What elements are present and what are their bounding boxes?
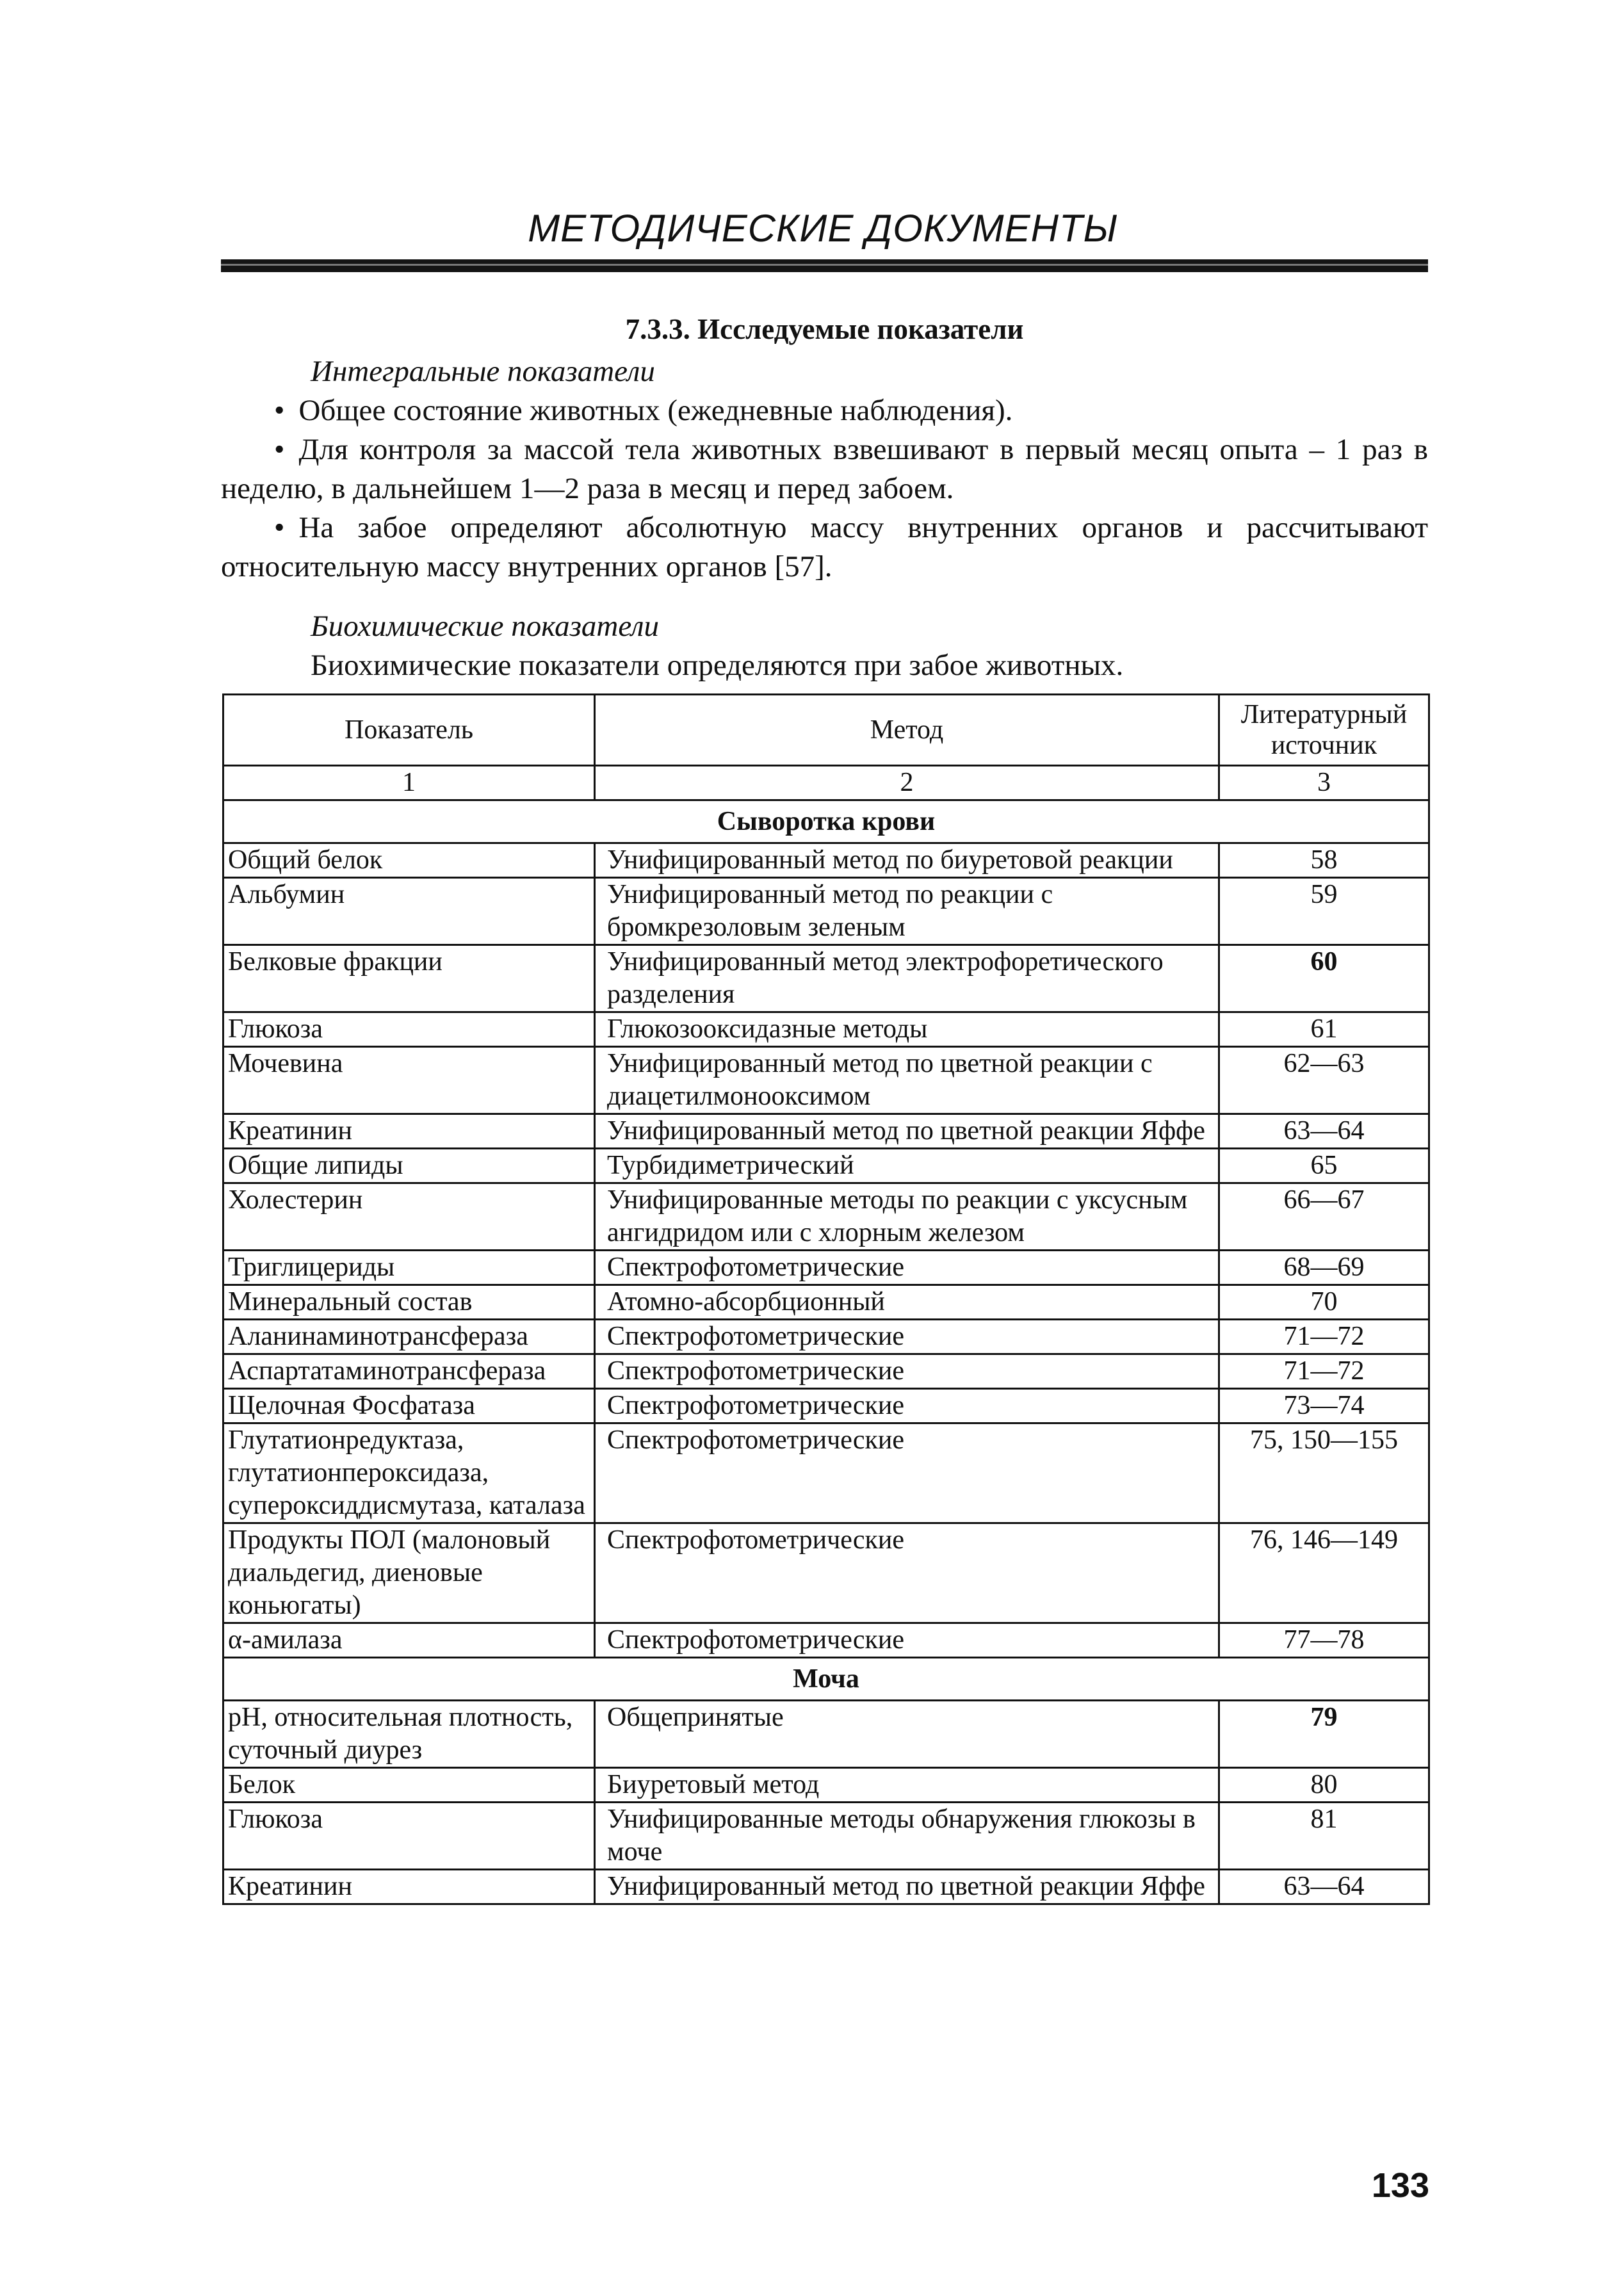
- method-cell: Глюкозооксидазные методы: [595, 1012, 1219, 1047]
- table-row: [223, 1320, 1429, 1354]
- header-reference: Литературный источник: [1219, 695, 1429, 766]
- indicator-cell: Холестерин: [223, 1183, 595, 1251]
- table-row: [223, 1354, 1429, 1389]
- column-number: 3: [1219, 766, 1429, 800]
- method-cell: Унифицированный метод электрофоретического разделения: [595, 945, 1219, 1012]
- method-cell: Унифицированный метод по цветной реакции Яффе: [595, 1870, 1219, 1904]
- table-row: [223, 1012, 1429, 1047]
- indicator-cell: Аланинаминотрансфераза: [223, 1320, 595, 1354]
- column-number: 1: [223, 766, 595, 800]
- method-cell: Унифицированный метод по биуретовой реакции: [595, 843, 1219, 878]
- bullet-item: • Общее состояние животных (ежедневные наблюдения).: [221, 391, 1428, 430]
- reference-cell: 66—67: [1219, 1183, 1429, 1251]
- indicator-cell: Креатинин: [223, 1870, 595, 1904]
- column-number-row: [223, 766, 1429, 800]
- method-cell: Унифицированные методы по реакции с уксусным ангидридом или с хлорным железом: [595, 1183, 1219, 1251]
- biochemical-intro: Биохимические показатели определяются при забое животных.: [311, 649, 1124, 682]
- indicator-cell: Триглицериды: [223, 1251, 595, 1285]
- method-cell: Спектрофотометрические: [595, 1423, 1219, 1523]
- reference-cell: 76, 146—149: [1219, 1523, 1429, 1623]
- indicator-cell: Щелочная Фосфатаза: [223, 1389, 595, 1423]
- indicator-cell: Общий белок: [223, 843, 595, 878]
- reference-cell: 73—74: [1219, 1389, 1429, 1423]
- bullet-icon: [274, 394, 298, 427]
- column-number: 2: [595, 766, 1219, 800]
- method-cell: Унифицированный метод по цветной реакции Яффе: [595, 1114, 1219, 1149]
- table-section-title: Моча: [223, 1658, 1429, 1701]
- reference-cell: 59: [1219, 878, 1429, 945]
- bullet-icon: [274, 511, 298, 544]
- reference-cell: 79: [1219, 1701, 1429, 1768]
- table-row: [223, 1149, 1429, 1183]
- table-section-row: [223, 1658, 1429, 1701]
- table-row: [223, 1183, 1429, 1251]
- reference-cell: 71—72: [1219, 1320, 1429, 1354]
- table-row: [223, 945, 1429, 1012]
- reference-cell: 71—72: [1219, 1354, 1429, 1389]
- section-heading: 7.3.3. Исследуемые показатели: [625, 313, 1024, 345]
- reference-cell: 68—69: [1219, 1251, 1429, 1285]
- table-row: [223, 1114, 1429, 1149]
- method-cell: Биуретовый метод: [595, 1768, 1219, 1803]
- bullet-icon: [274, 433, 298, 466]
- table-row: [223, 1803, 1429, 1870]
- header-indicator: Показатель: [223, 695, 595, 766]
- header-method: Метод: [595, 695, 1219, 766]
- method-cell: Спектрофотометрические: [595, 1389, 1219, 1423]
- reference-cell: 65: [1219, 1149, 1429, 1183]
- indicator-cell: Креатинин: [223, 1114, 595, 1149]
- table-header-row: [223, 695, 1429, 766]
- table-row: [223, 1768, 1429, 1803]
- indicator-cell: Общие липиды: [223, 1149, 595, 1183]
- table-row: [223, 1251, 1429, 1285]
- reference-cell: 75, 150—155: [1219, 1423, 1429, 1523]
- indicator-cell: Альбумин: [223, 878, 595, 945]
- reference-cell: 63—64: [1219, 1870, 1429, 1904]
- method-cell: Спектрофотометрические: [595, 1320, 1219, 1354]
- reference-cell: 58: [1219, 843, 1429, 878]
- table-row: [223, 1423, 1429, 1523]
- reference-cell: 81: [1219, 1803, 1429, 1870]
- table-row: [223, 1047, 1429, 1114]
- method-cell: Турбидиметрический: [595, 1149, 1219, 1183]
- header-rule: [221, 259, 1428, 272]
- bullet-item: • Для контроля за массой тела животных взвешивают в первый месяц опыта – 1 раз в неделю, в дальнейшем 1—2 раза в месяц и перед забоем.: [221, 430, 1428, 508]
- indicator-cell: Продукты ПОЛ (малоновый диальдегид, диеновые коньюгаты): [223, 1523, 595, 1623]
- indicator-cell: α-амилаза: [223, 1623, 595, 1658]
- table-section-title: Сыворотка крови: [223, 800, 1429, 843]
- reference-cell: 62—63: [1219, 1047, 1429, 1114]
- biochemical-section: [221, 607, 1428, 685]
- table-row: [223, 1870, 1429, 1904]
- reference-cell: 63—64: [1219, 1114, 1429, 1149]
- reference-cell: 61: [1219, 1012, 1429, 1047]
- table-row: [223, 1285, 1429, 1320]
- reference-cell: 80: [1219, 1768, 1429, 1803]
- method-cell: Унифицированные методы обнаружения глюкозы в моче: [595, 1803, 1219, 1870]
- table-row: [223, 1389, 1429, 1423]
- bullet-item: • На забое определяют абсолютную массу внутренних органов и рассчитывают относительную массу внутренних органов [57].: [221, 508, 1428, 587]
- method-cell: Унифицированный метод по цветной реакции с диацетилмонооксимом: [595, 1047, 1219, 1114]
- table-row: [223, 843, 1429, 878]
- indicator-cell: Глюкоза: [223, 1012, 595, 1047]
- table-row: [223, 1623, 1429, 1658]
- page-number: 133: [1371, 2166, 1429, 2205]
- table-row: [223, 1701, 1429, 1768]
- method-cell: Спектрофотометрические: [595, 1523, 1219, 1623]
- method-cell: Атомно-абсорбционный: [595, 1285, 1219, 1320]
- integral-section: [221, 352, 1428, 587]
- indicator-cell: Белковые фракции: [223, 945, 595, 1012]
- method-cell: Спектрофотометрические: [595, 1623, 1219, 1658]
- integral-subheading: Интегральные показатели: [311, 355, 655, 388]
- indicator-cell: pH, относительная плотность, суточный диурез: [223, 1701, 595, 1768]
- indicator-cell: Мочевина: [223, 1047, 595, 1114]
- biochemical-subheading: Биохимические показатели: [311, 610, 660, 643]
- table-row: [223, 1523, 1429, 1623]
- table-row: [223, 878, 1429, 945]
- indicator-cell: Глутатионредуктаза, глутатионпероксидаза, супероксиддисмутаза, каталаза: [223, 1423, 595, 1523]
- method-cell: Общепринятые: [595, 1701, 1219, 1768]
- reference-cell: 70: [1219, 1285, 1429, 1320]
- running-head-title: МЕТОДИЧЕСКИЕ ДОКУМЕНТЫ: [528, 207, 1118, 250]
- method-cell: Унифицированный метод по реакции с бромкрезоловым зеленым: [595, 878, 1219, 945]
- reference-cell: 77—78: [1219, 1623, 1429, 1658]
- indicators-table: [222, 693, 1430, 1905]
- indicator-cell: Белок: [223, 1768, 595, 1803]
- indicator-cell: Аспартатаминотрансфераза: [223, 1354, 595, 1389]
- indicator-cell: Глюкоза: [223, 1803, 595, 1870]
- table-section-row: [223, 800, 1429, 843]
- method-cell: Спектрофотометрические: [595, 1354, 1219, 1389]
- method-cell: Спектрофотометрические: [595, 1251, 1219, 1285]
- reference-cell: 60: [1219, 945, 1429, 1012]
- indicator-cell: Минеральный состав: [223, 1285, 595, 1320]
